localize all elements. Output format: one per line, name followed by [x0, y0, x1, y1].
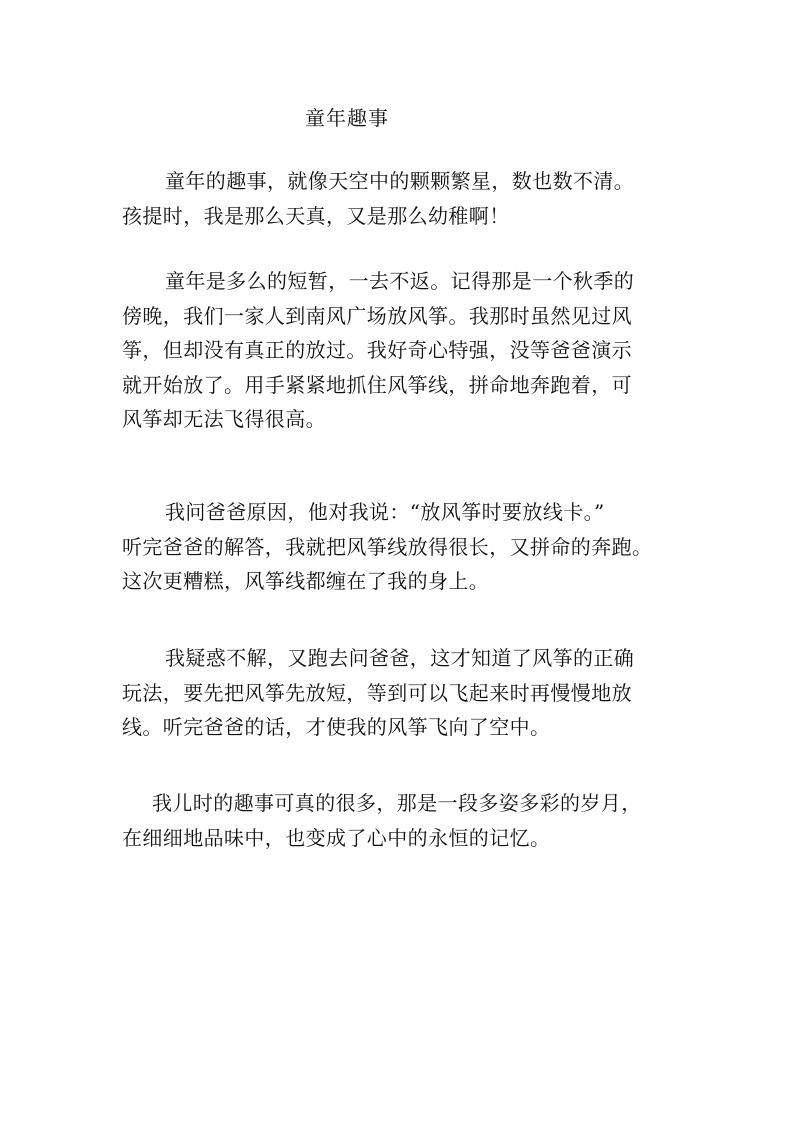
paragraph-1: [122, 164, 682, 233]
document-title: 童年趣事: [305, 106, 389, 130]
paragraph-line: 童年是多么的短暂，一去不返。记得那是一个秋季的: [165, 269, 635, 293]
paragraph-line: 在细细地品味中，也变成了心中的永恒的记忆。: [122, 825, 551, 850]
paragraph-line: 傍晚，我们一家人到南风广场放风筝。我那时虽然见过风: [122, 303, 632, 328]
paragraph-4: [122, 641, 682, 745]
paragraph-line: 就开始放了。用手紧紧地抓住风筝线，拼命地奔跑着，可: [122, 372, 632, 397]
paragraph-line: 玩法，要先把风筝先放短，等到可以飞起来时再慢慢地放: [122, 680, 632, 705]
paragraph-line: 筝，但却没有真正的放过。我好奇心特强，没等爸爸演示: [122, 338, 632, 362]
paragraph-line: 我疑惑不解，又跑去问爸爸，这才知道了风筝的正确: [165, 646, 635, 670]
paragraph-line: 线。听完爸爸的话，才使我的风筝飞向了空中。: [122, 715, 551, 739]
paragraph-2: [122, 264, 682, 437]
paragraph-3: [122, 495, 682, 599]
paragraph-line: 我儿时的趣事可真的很多，那是一段多姿多彩的岁月，: [152, 791, 642, 815]
paragraph-line: 风筝却无法飞得很高。: [122, 407, 326, 431]
paragraph-line: 听完爸爸的解答，我就把风筝线放得很长，又拼命的奔跑。: [122, 534, 653, 559]
paragraph-line: 我问爸爸原因，他对我说：“放风筝时要放线卡。”: [165, 500, 605, 524]
paragraph-line: 这次更糟糕，风筝线都缠在了我的身上。: [122, 569, 490, 593]
paragraph-line: 童年的趣事，就像天空中的颗颗繁星，数也数不清。: [165, 169, 635, 193]
paragraph-5: [122, 786, 682, 855]
paragraph-line: 孩提时，我是那么天真，又是那么幼稚啊！: [122, 203, 510, 228]
